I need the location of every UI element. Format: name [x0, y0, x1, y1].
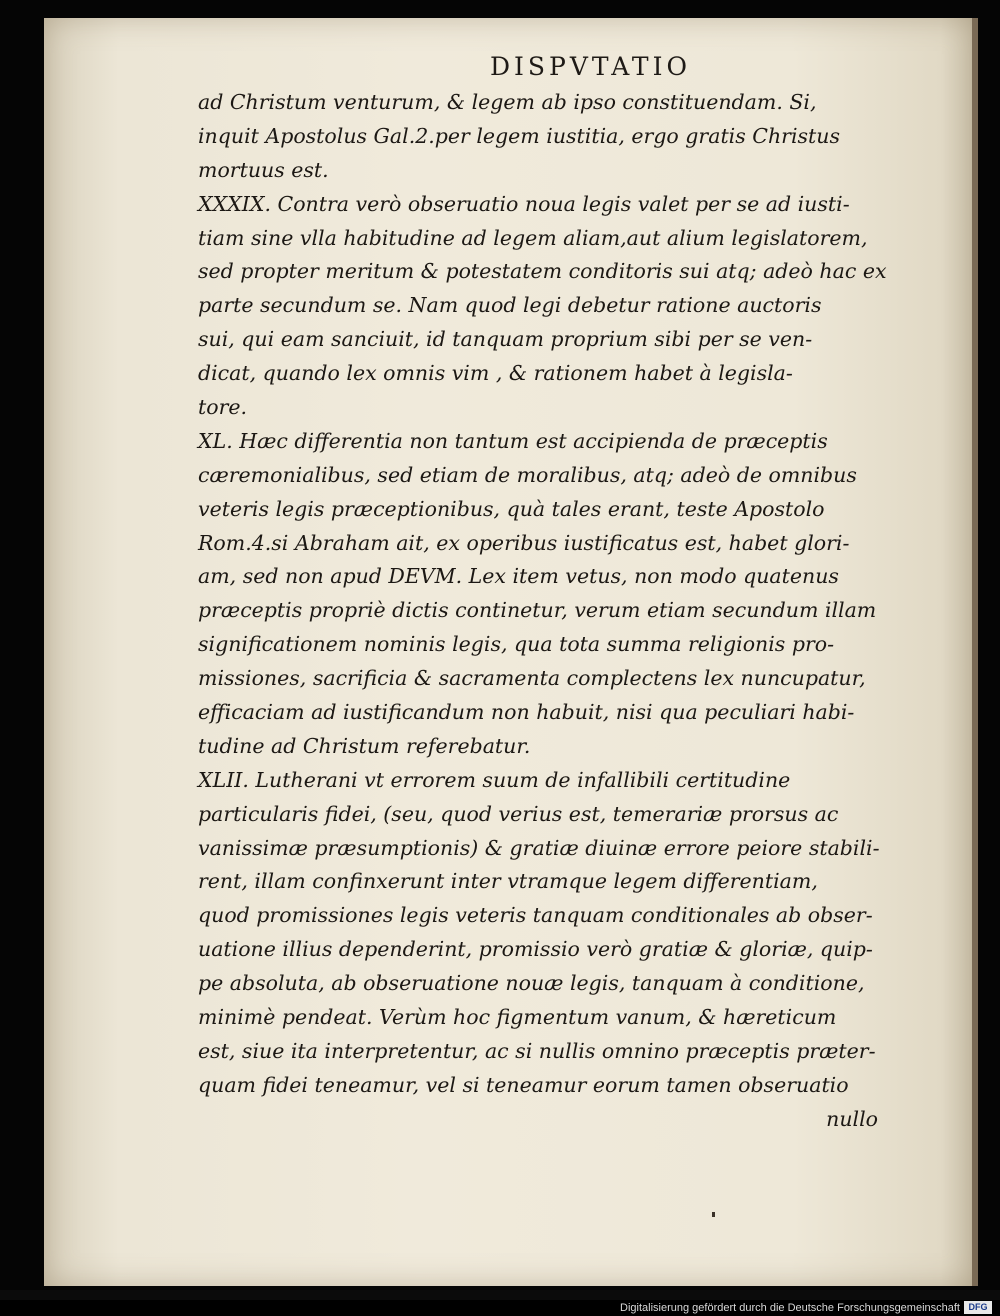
text-line: est, siue ita interpretentur, ac si nullis omnino præceptis præter-	[198, 1038, 876, 1063]
text-line: Rom.4.si Abraham ait, ex operibus iustificatus est, habet glori-	[198, 530, 850, 555]
text-line: præceptis propriè dictis continetur, verum etiam secundum illam	[198, 598, 877, 623]
text-line: efficaciam ad iustificandum non habuit, nisi qua peculiari habi-	[198, 700, 855, 725]
text-line: inquit Apostolus Gal.2.per legem iustitia, ergo gratis Christus	[198, 123, 840, 148]
text-line: tiam sine vlla habitudine ad legem aliam,aut alium legislatorem,	[198, 225, 868, 250]
page-edge	[972, 18, 978, 1286]
text-line: XL. Hæc differentia non tantum est accipienda de præceptis	[198, 428, 828, 453]
body-text	[198, 86, 887, 1137]
text-line: rent, illam confinxerunt inter vtramque legem differentiam,	[198, 869, 818, 894]
catchword: nullo	[826, 1106, 878, 1131]
text-line: mortuus est.	[198, 157, 329, 182]
text-line: dicat, quando lex omnis vim , & rationem habet à legisla-	[198, 361, 793, 386]
text-line: missiones, sacrificia & sacramenta complectens lex nuncupatur,	[198, 666, 866, 691]
text-line: am, sed non apud DEVM. Lex item vetus, non modo quatenus	[198, 564, 839, 589]
text-line: vanissimæ præsumptionis) & gratiæ diuinæ errore peiore stabili-	[198, 835, 880, 860]
text-line: veteris legis præceptionibus, quà tales erant, teste Apostolo	[198, 496, 825, 521]
text-line: parte secundum se. Nam quod legi debetur ratione auctoris	[198, 293, 822, 318]
text-line: cæremonialibus, sed etiam de moralibus, atq; adeò de omnibus	[198, 462, 857, 487]
text-line: uatione illius dependerint, promissio verò gratiæ & gloriæ, quip-	[198, 937, 873, 962]
text-line: ad Christum venturum, & legem ab ipso constituendam. Si,	[198, 90, 817, 114]
running-head: DISPVTATIO	[490, 52, 691, 81]
text-line: quod promissiones legis veteris tanquam conditionales ab obser-	[198, 903, 873, 928]
text-line: particularis fidei, (seu, quod verius est, temerariæ prorsus ac	[198, 801, 839, 826]
ink-speck	[712, 1212, 715, 1217]
funding-notice: Digitalisierung gefördert durch die Deutsche Forschungsgemeinschaft	[620, 1302, 960, 1314]
text-line: sui, qui eam sanciuit, id tanquam proprium sibi per se ven-	[198, 327, 813, 352]
text-line: quam fidei teneamur, vel si teneamur eorum tamen obseruatio	[198, 1072, 849, 1097]
text-line: sed propter meritum & potestatem conditoris sui atq; adeò hac ex	[198, 259, 887, 284]
text-line: tudine ad Christum referebatur.	[198, 733, 531, 758]
text-line: significationem nominis legis, qua tota summa religionis pro-	[198, 632, 835, 657]
dfg-logo: DFG	[964, 1301, 992, 1314]
text-line: minimè pendeat. Verùm hoc figmentum vanum, & hæreticum	[198, 1005, 837, 1030]
text-line: pe absoluta, ab obseruatione nouæ legis, tanquam à conditione,	[198, 971, 865, 996]
text-line: tore.	[198, 395, 248, 420]
text-line: XXXIX. Contra verò obseruatio noua legis valet per se ad iusti-	[198, 191, 850, 216]
text-line: XLII. Lutherani vt errorem suum de infallibili certitudine	[198, 767, 791, 792]
